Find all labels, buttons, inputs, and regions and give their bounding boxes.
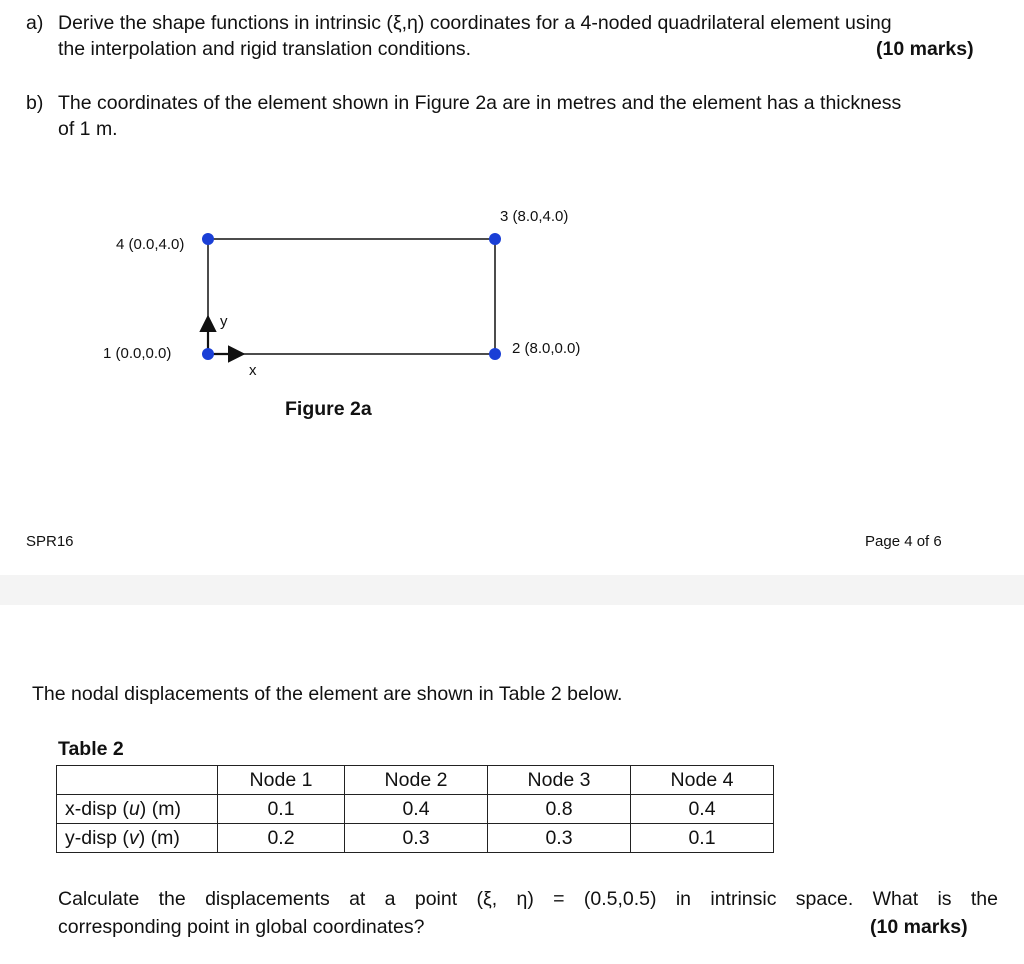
footer-code: SPR16 <box>26 533 74 550</box>
node-4-dot <box>202 233 214 245</box>
part-a-label: a) <box>26 12 44 34</box>
header-cell: Node 1 <box>218 766 345 795</box>
header-cell <box>57 766 218 795</box>
node-4-label: 4 (0.0,4.0) <box>116 236 185 253</box>
table-cell: 0.8 <box>488 795 631 824</box>
header-cell: Node 3 <box>488 766 631 795</box>
page-number: Page 4 of 6 <box>865 533 942 550</box>
figure-2a <box>0 190 1024 430</box>
node-2-label: 2 (8.0,0.0) <box>512 340 581 357</box>
part-b-line2: of 1 m. <box>58 118 118 140</box>
header-cell: Node 4 <box>631 766 774 795</box>
part-a-line1: Derive the shape functions in intrinsic (ξ,η) coordinates for a 4-noded quadrilateral element using <box>58 12 892 34</box>
table-cell: 0.3 <box>345 824 488 853</box>
row-label: x-disp (u) (m) <box>57 795 218 824</box>
page-gap <box>0 575 1024 605</box>
table-row <box>57 795 774 824</box>
table-cell: 0.4 <box>345 795 488 824</box>
header-cell: Node 2 <box>345 766 488 795</box>
table-cell: 0.4 <box>631 795 774 824</box>
node-3-dot <box>489 233 501 245</box>
axis-y-label: y <box>220 313 228 330</box>
table-header-row <box>57 766 774 795</box>
figure-caption: Figure 2a <box>285 398 372 420</box>
node-1-dot <box>202 348 214 360</box>
node-3-label: 3 (8.0,4.0) <box>500 208 569 225</box>
table-row <box>57 824 774 853</box>
table-cell: 0.1 <box>218 795 345 824</box>
part-b-label: b) <box>26 92 44 114</box>
part-a-marks: (10 marks) <box>876 38 974 60</box>
element-outline <box>208 239 495 354</box>
part-a-line2: the interpolation and rigid translation conditions. <box>58 38 472 60</box>
table-cell: 0.1 <box>631 824 774 853</box>
question-c-line2: corresponding point in global coordinates? <box>58 916 425 938</box>
node-1-label: 1 (0.0,0.0) <box>103 345 172 362</box>
table-title: Table 2 <box>58 738 124 760</box>
node-2-dot <box>489 348 501 360</box>
part-b-line1: The coordinates of the element shown in Figure 2a are in metres and the element has a thickness <box>58 92 902 114</box>
row-label: y-disp (v) (m) <box>57 824 218 853</box>
axis-x-label: x <box>249 362 257 379</box>
table-cell: 0.3 <box>488 824 631 853</box>
question-c-marks: (10 marks) <box>870 916 968 938</box>
table-cell: 0.2 <box>218 824 345 853</box>
question-c-line1: Calculate the displacements at a point (ξ, η) = (0.5,0.5) in intrinsic space. What is the <box>58 888 998 910</box>
intro-text: The nodal displacements of the element are shown in Table 2 below. <box>32 683 623 705</box>
displacement-table <box>56 765 774 853</box>
